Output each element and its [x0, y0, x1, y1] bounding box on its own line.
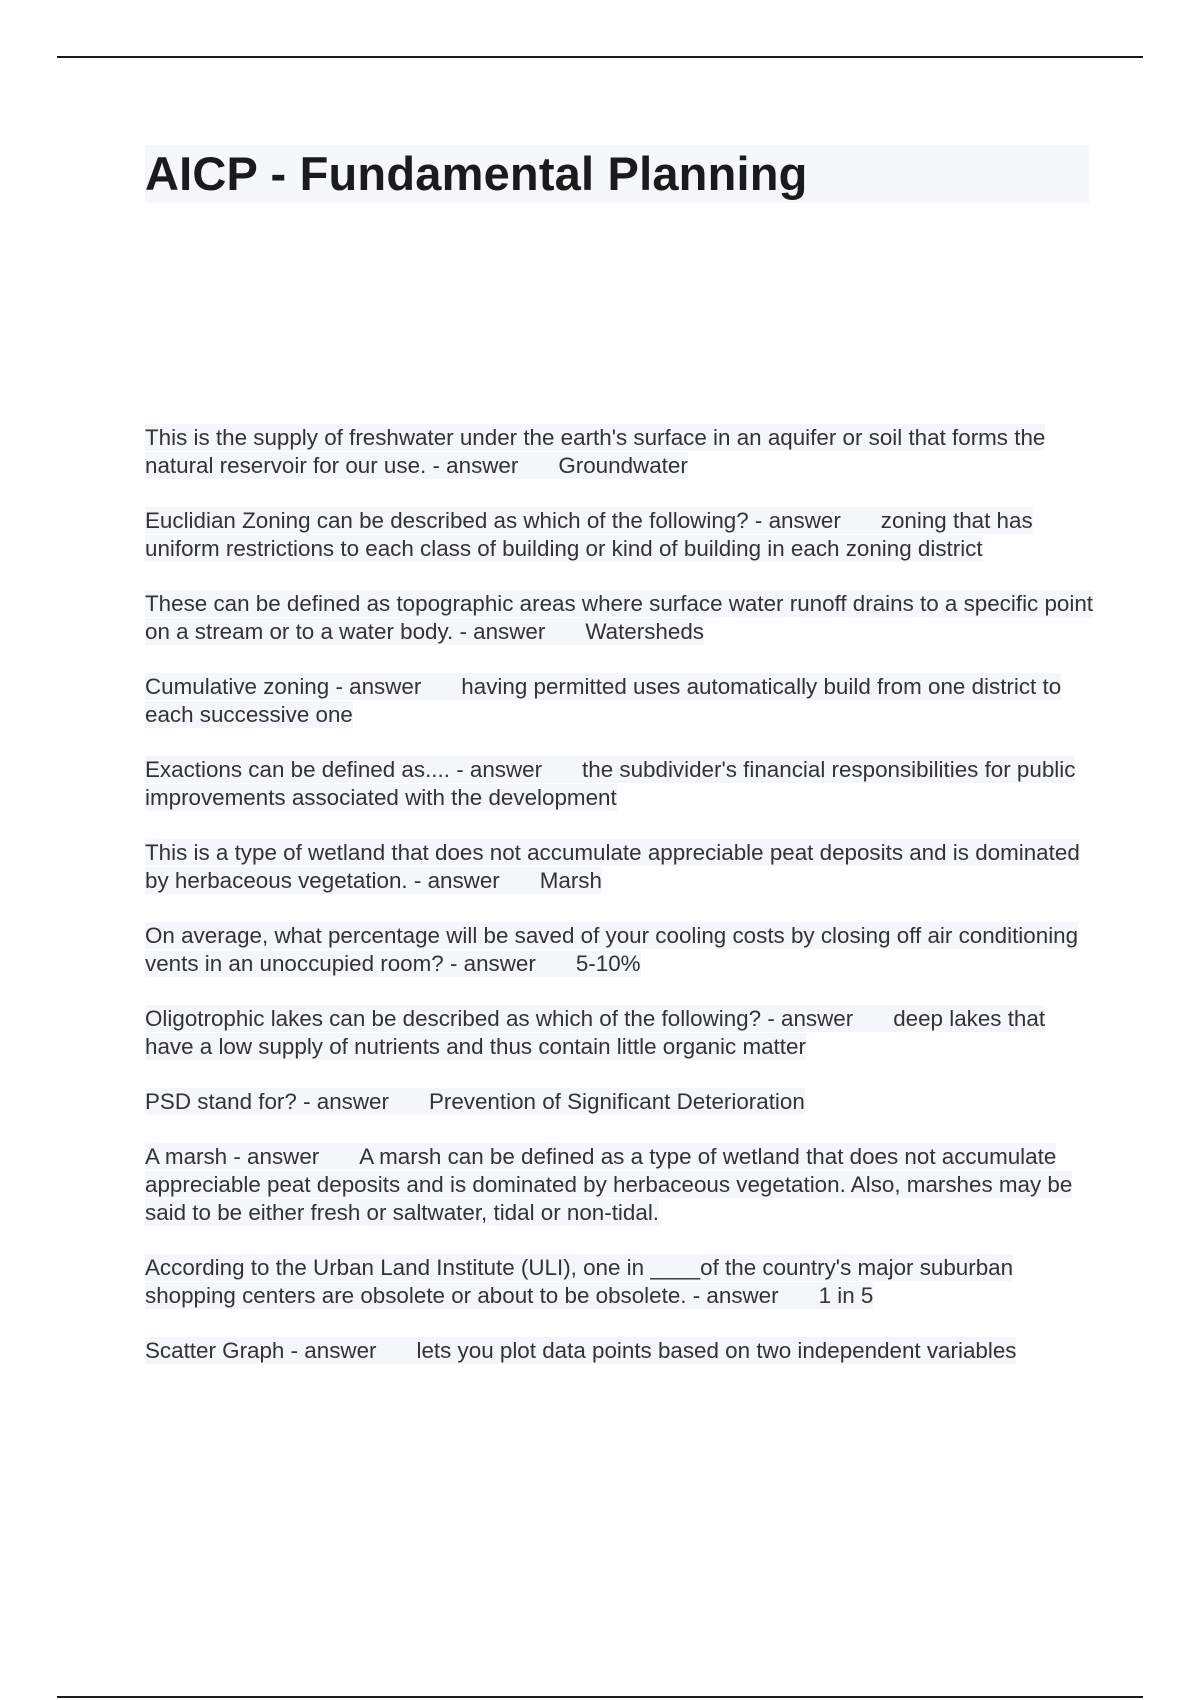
qa-answer: A marsh can be defined as a type of wetland that does not accumulate appreciable peat deposits and is dominated by herbaceous vegetation. Also, marshes may be said to be either fresh or saltwater, tidal or non-tidal.	[145, 1144, 1073, 1225]
qa-question: A marsh	[145, 1144, 228, 1169]
qa-item	[145, 1337, 1095, 1365]
qa-question: This is the supply of freshwater under the earth's surface in an aquifer or soil that forms the natural reservoir for our use.	[145, 425, 1046, 478]
qa-item	[145, 1005, 1095, 1061]
qa-question: Oligotrophic lakes can be described as which of the following?	[145, 1006, 762, 1031]
qa-item	[145, 1088, 1095, 1116]
qa-answer: 1 in 5	[818, 1283, 874, 1308]
qa-question: PSD stand for?	[145, 1089, 297, 1114]
qa-answer: deep lakes that have a low supply of nutrients and thus contain little organic matter	[145, 1006, 1046, 1059]
qa-separator: - answer	[303, 1089, 389, 1114]
qa-separator: - answer	[449, 951, 536, 976]
bottom-rule	[57, 1696, 1143, 1698]
qa-separator: - answer	[290, 1338, 377, 1363]
qa-separator: - answer	[233, 1144, 320, 1169]
qa-question: Scatter Graph	[145, 1338, 285, 1363]
qa-item	[145, 590, 1095, 646]
qa-separator: - answer	[432, 453, 519, 478]
qa-answer: Groundwater	[558, 453, 688, 478]
qa-question: On average, what percentage will be saved of your cooling costs by closing off air conditioning vents in an unoccupied room?	[145, 923, 1079, 976]
qa-separator: - answer	[767, 1006, 854, 1031]
qa-answer: Prevention of Significant Deterioration	[428, 1089, 805, 1114]
qa-question: According to the Urban Land Institute (ULI), one in ____of the country's major suburban shopping centers are obsolete or about to be obsolete.	[145, 1255, 1014, 1308]
qa-separator: - answer	[413, 868, 500, 893]
qa-answer: zoning that has uniform restrictions to each class of building or kind of building in each zoning district	[145, 508, 1033, 561]
qa-item	[145, 1143, 1095, 1227]
qa-question: Cumulative zoning	[145, 674, 330, 699]
qa-question: These can be defined as topographic areas where surface water runoff drains to a specific point on a stream or to a water body.	[145, 591, 1094, 644]
qa-answer: lets you plot data points based on two independent variables	[416, 1338, 1017, 1363]
qa-separator: - answer	[335, 674, 422, 699]
qa-answer: 5-10%	[575, 951, 641, 976]
qa-item	[145, 507, 1095, 563]
qa-item	[145, 1254, 1095, 1310]
qa-answer: Watersheds	[585, 619, 704, 644]
page-title: AICP - Fundamental Planning	[145, 147, 808, 200]
qa-question: This is a type of wetland that does not accumulate appreciable peat deposits and is dominated by herbaceous vegetation.	[145, 840, 1080, 893]
top-rule	[57, 56, 1143, 58]
qa-question: Euclidian Zoning can be described as which of the following?	[145, 508, 749, 533]
qa-item	[145, 424, 1095, 480]
qa-item	[145, 673, 1095, 729]
qa-item	[145, 756, 1095, 812]
qa-answer: having permitted uses automatically build from one district to each successive one	[145, 674, 1062, 727]
qa-separator: - answer	[459, 619, 546, 644]
qa-separator: - answer	[692, 1283, 779, 1308]
qa-separator: - answer	[754, 508, 841, 533]
qa-item	[145, 922, 1095, 978]
qa-answer: Marsh	[539, 868, 602, 893]
qa-answer: the subdivider's financial responsibilities for public improvements associated with the development	[145, 757, 1076, 810]
qa-list	[145, 424, 1095, 1392]
qa-item	[145, 839, 1095, 895]
qa-question: Exactions can be defined as....	[145, 757, 450, 782]
qa-separator: - answer	[456, 757, 543, 782]
